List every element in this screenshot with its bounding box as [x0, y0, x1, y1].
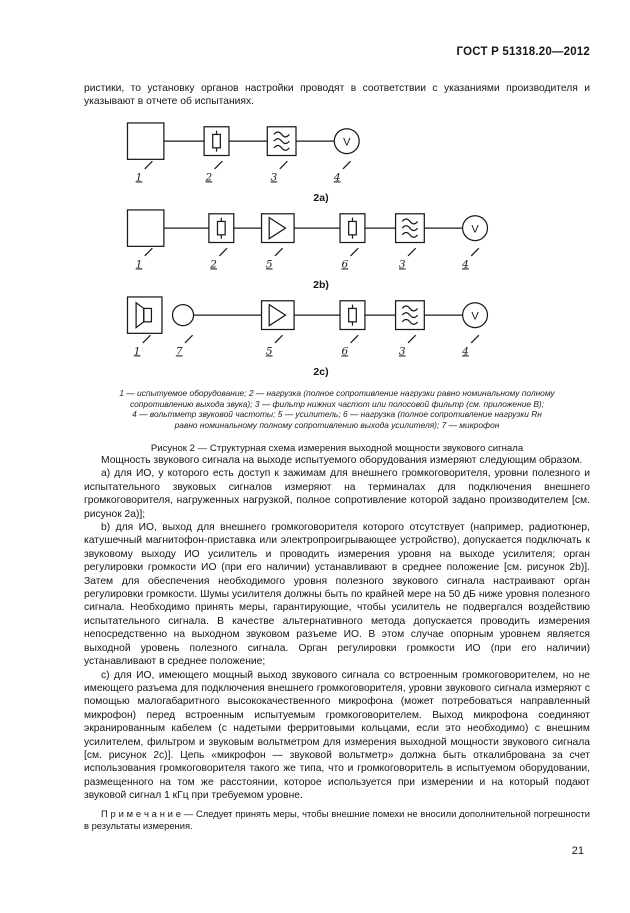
- callouts-2c: [134, 335, 479, 357]
- diagram-2b-label: 2b): [313, 278, 329, 291]
- speaker-icon: [127, 297, 161, 333]
- paragraph-c: с) для ИО, имеющего мощный выход звукового сигнала со встроенным громкоговорителем, но не имеющего разъема для подключения внешнего громкоговорителя, уровни звукового сигнала измеряют с помощью малогабаритного высококачественного микрофона (может потребоваться направленный микрофон) перед встроенным испытуемым громкоговорителем. Выход микрофона соединяют экранированным кабелем (с надетыми ферритовыми кольцами, если это необходимо) с внешним усилителем, фильтром и звуковым вольтметром для измерения выходной мощности звукового сигнала [см. рисунок 2с)]. Цепь «микрофон — звуковой вольтметр» должна быть откалибрована за счет использования громкоговорителя такого же типа, что и громкоговоритель в испытуемом оборудовании, размещенного на том же расстоянии, которое используется при измерении и на который подают звуковой сигнал 1 кГц при требуемом уровне.: [84, 669, 590, 802]
- callout-label: 6: [341, 258, 349, 271]
- voltmeter-letter: V: [471, 310, 479, 323]
- callout-label: 4: [462, 258, 469, 271]
- diagram-2a: [116, 119, 566, 204]
- voltmeter-symbol: [334, 129, 359, 154]
- load-symbol: [204, 127, 229, 156]
- voltmeter-symbol: [463, 303, 488, 328]
- callout-label: 4: [333, 171, 341, 184]
- callout-label: 2: [205, 171, 213, 184]
- circuit-2c: [116, 293, 566, 366]
- callout-label: 1: [135, 171, 143, 184]
- load-symbol: [340, 301, 365, 330]
- amplifier-symbol: [262, 214, 295, 243]
- voltmeter-letter: V: [471, 223, 479, 236]
- doc-number: ГОСТ Р 51318.20—2012: [456, 46, 590, 58]
- callout-label: 5: [265, 258, 273, 271]
- eut-box: [127, 123, 163, 159]
- callout-label: 5: [265, 345, 273, 358]
- callout-label: 6: [341, 345, 349, 358]
- voltmeter-symbol: [463, 216, 488, 241]
- eut-box: [127, 210, 163, 246]
- note-paragraph: П р и м е ч а н и е — Следует принять меры, чтобы внешние помехи не вносили дополнительной погрешности в результаты измерения.: [84, 807, 590, 831]
- voltmeter-letter: V: [343, 136, 351, 149]
- callout-label: 3: [398, 258, 406, 271]
- diagram-2b: [116, 206, 566, 291]
- diagram-2c: [116, 293, 566, 378]
- filter-symbol: [267, 127, 296, 156]
- figure-2: [84, 119, 590, 454]
- callout-label: 2: [210, 258, 218, 271]
- paragraph-b: b) для ИО, выход для внешнего громкоговорителя которого отсутствует (например, радиотюнер, катушечный магнитофон-приставка или электропроигрывающее устройство), допускается подключать к звуковому выходу ИО усилитель и проводить измерения уровня на выходе усилителя; орган регулировки громкости ИО (при его наличии) устанавливают в среднее положение [см. рисунок 2b)]. Затем для обеспечения необходимого уровня полезного звукового сигнала настраивают орган регулировки громкости. Шумы усилителя должны быть по крайней мере на 50 дБ ниже уровня полезного сигнала. Необходимо принять меры, гарантирующие, чтобы усилитель не подвергался воздействию испытательного сигнала. В качестве альтернативного метода допускается проводить измерения непосредственно на выходном звуковом разъеме ИО. В этом случае опорным уровнем является выходной уровень полезного сигнала. Орган регулировки громкости ИО (при его наличии) устанавливают в среднее положение;: [84, 522, 590, 668]
- legend-line: сопротивлению выхода звука); 3 — фильтр нижних частот или полосовой фильтр (см. приложение В);: [129, 398, 545, 409]
- load-symbol: [340, 214, 365, 243]
- callouts-2b: [136, 248, 479, 270]
- paragraph-a: а) для ИО, у которого есть доступ к зажимам для внешнего громкоговорителя, уровни полезного и испытательного звуковых сигналов измеряют на терминалах для подключения внешнего громкоговорителя, нагруженных нагрузкой, полное сопротивление которой задано производителем [см. рисунок 2а)];: [84, 468, 590, 520]
- callout-label: 4: [462, 345, 469, 358]
- page-content: [84, 46, 590, 857]
- callout-label: 3: [398, 345, 406, 358]
- legend-line: 1 — испытуемое оборудование; 2 — нагрузка (полное сопротивление нагрузки равно номинальному полному: [119, 387, 555, 398]
- intro-paragraph: ристики, то установку органов настройки проводят в соответствии с указаниями производителя и указывают в отчете об испытаниях.: [84, 83, 590, 108]
- callout-label: 7: [175, 345, 183, 358]
- callout-label: 1: [133, 345, 141, 358]
- microphone-symbol: [172, 304, 193, 325]
- legend-line: 4 — вольтметр звуковой частоты; 5 — усилитель; 6 — нагрузка (полное сопротивление нагрузки Rн: [132, 409, 542, 420]
- filter-symbol: [396, 301, 425, 330]
- amplifier-symbol: [262, 301, 295, 330]
- figure-caption: Рисунок 2 — Структурная схема измерения выходной мощности звукового сигнала: [150, 443, 524, 454]
- circuit-2b: [116, 206, 566, 279]
- circuit-2a: [116, 119, 566, 192]
- figure-legend: [84, 388, 590, 431]
- legend-line: равно номинальному полному сопротивлению выхода усилителя); 7 — микрофон: [174, 420, 500, 431]
- callouts-2a: [136, 161, 351, 183]
- filter-symbol: [396, 214, 425, 243]
- diagram-2c-label: 2c): [313, 365, 329, 378]
- diagram-2a-label: 2a): [313, 191, 329, 204]
- callout-label: 3: [270, 171, 278, 184]
- page-number: 21: [571, 844, 584, 857]
- callout-label: 1: [135, 258, 143, 271]
- paragraph-intro: Мощность звукового сигнала на выходе испытуемого оборудования измеряют следующим образом.: [101, 455, 583, 466]
- load-symbol: [209, 214, 234, 243]
